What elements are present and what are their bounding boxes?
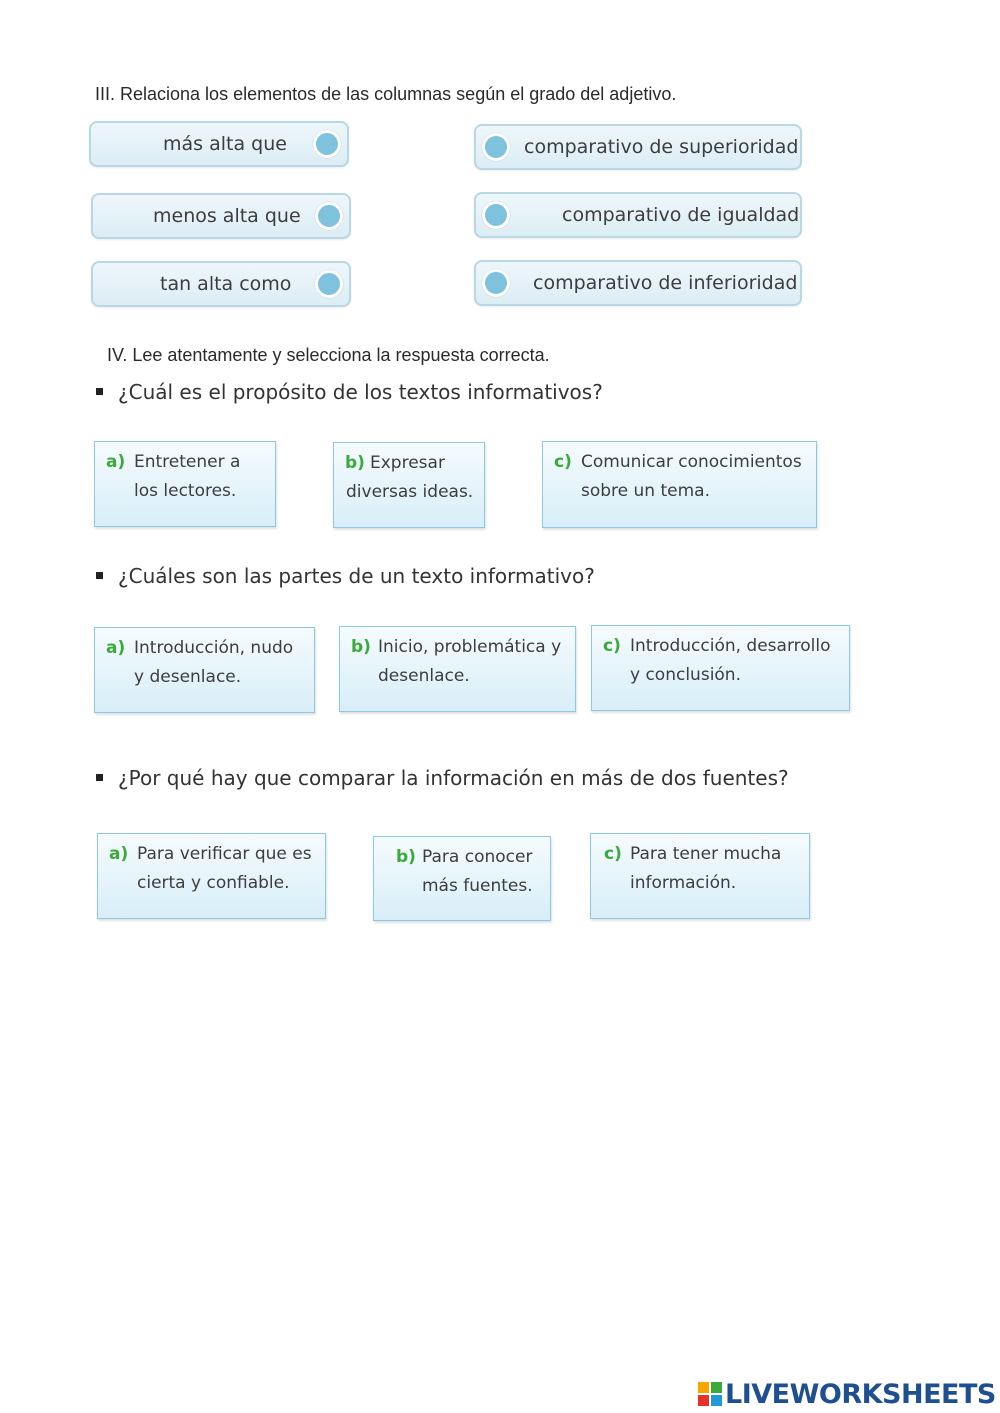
q2-option-a-letter: a) [106, 638, 126, 658]
logo-mark-square [711, 1382, 722, 1393]
match-left-3-label: tan alta como [160, 273, 292, 295]
match-right-2-dot[interactable] [482, 201, 510, 229]
q1-option-c-line1: Comunicar conocimientos [581, 452, 802, 472]
q3-option-c-line1: Para tener mucha [630, 844, 782, 864]
q3-option-b-line2: más fuentes. [422, 876, 533, 896]
q2-option-c[interactable] [591, 625, 850, 711]
q1-option-a[interactable] [94, 441, 276, 527]
match-right-3-dot[interactable] [482, 269, 510, 297]
match-left-2-label: menos alta que [153, 205, 301, 227]
match-left-1[interactable] [89, 121, 349, 167]
q2-option-b[interactable] [339, 626, 576, 712]
match-left-1-label: más alta que [163, 133, 287, 155]
q2-option-c-letter: c) [603, 636, 621, 656]
logo-mark-square [711, 1395, 722, 1406]
match-right-3-label: comparativo de inferioridad [533, 272, 798, 294]
logo-mark-square [698, 1382, 709, 1393]
q3-option-a-line1: Para verificar que es [137, 844, 312, 864]
question-2 [96, 564, 595, 588]
match-left-2-dot[interactable] [315, 202, 343, 230]
match-left-3[interactable] [91, 261, 351, 307]
q1-option-c-line2: sobre un tema. [581, 481, 710, 501]
q3-option-a[interactable] [97, 833, 326, 919]
bullet-icon [96, 572, 103, 579]
match-right-2-label: comparativo de igualdad [562, 204, 800, 226]
q3-option-a-letter: a) [109, 844, 129, 864]
q1-option-c[interactable] [542, 441, 817, 528]
match-left-2[interactable] [91, 193, 351, 239]
q2-option-b-line2: desenlace. [378, 666, 470, 686]
match-right-1-label: comparativo de superioridad [524, 136, 799, 158]
question-1-text: ¿Cuál es el propósito de los textos informativos? [118, 380, 603, 404]
q1-option-b-line2: diversas ideas. [346, 482, 474, 502]
q3-option-b-line1: Para conocer [422, 847, 533, 867]
match-right-3[interactable] [474, 260, 802, 306]
q1-option-b-line1: Expresar [370, 453, 445, 473]
section-4-title: IV. Lee atentamente y selecciona la respuesta correcta. [107, 345, 550, 365]
q2-option-b-letter: b) [351, 637, 371, 657]
q3-option-b-letter: b) [396, 847, 416, 867]
q1-option-b[interactable] [333, 442, 485, 528]
logo-text: LIVEWORKSHEETS [725, 1378, 996, 1410]
match-right-1-dot[interactable] [482, 133, 510, 161]
q2-option-c-line2: y conclusión. [630, 665, 741, 685]
logo-mark-icon [698, 1382, 722, 1406]
q2-option-a[interactable] [94, 627, 315, 713]
section-3-title: III. Relaciona los elementos de las columnas según el grado del adjetivo. [95, 84, 677, 104]
q2-option-a-line1: Introducción, nudo [134, 638, 294, 658]
q1-option-a-line2: los lectores. [134, 481, 237, 501]
question-3 [96, 766, 789, 790]
q1-option-a-letter: a) [106, 452, 126, 472]
q3-option-a-line2: cierta y confiable. [137, 873, 290, 893]
question-2-text: ¿Cuáles son las partes de un texto informativo? [118, 564, 595, 588]
q2-option-c-line1: Introducción, desarrollo [630, 636, 831, 656]
logo-mark-square [698, 1395, 709, 1406]
liveworksheets-logo[interactable] [698, 1378, 996, 1410]
match-right-1[interactable] [474, 124, 802, 170]
q2-option-b-line1: Inicio, problemática y [378, 637, 562, 657]
q2-option-a-line2: y desenlace. [134, 667, 242, 687]
q3-option-c-line2: información. [630, 873, 737, 893]
question-3-text: ¿Por qué hay que comparar la información en más de dos fuentes? [118, 766, 789, 790]
q1-option-a-line1: Entretener a [134, 452, 241, 472]
q1-option-c-letter: c) [554, 452, 572, 472]
match-right-2[interactable] [474, 192, 802, 238]
q1-option-b-letter: b) [345, 453, 365, 473]
match-left-1-dot[interactable] [313, 130, 341, 158]
match-left-3-dot[interactable] [315, 270, 343, 298]
bullet-icon [96, 388, 103, 395]
q3-option-c-letter: c) [604, 844, 622, 864]
q3-option-c[interactable] [590, 833, 810, 919]
question-1 [96, 380, 603, 404]
q3-option-b[interactable] [373, 836, 551, 921]
bullet-icon [96, 774, 103, 781]
